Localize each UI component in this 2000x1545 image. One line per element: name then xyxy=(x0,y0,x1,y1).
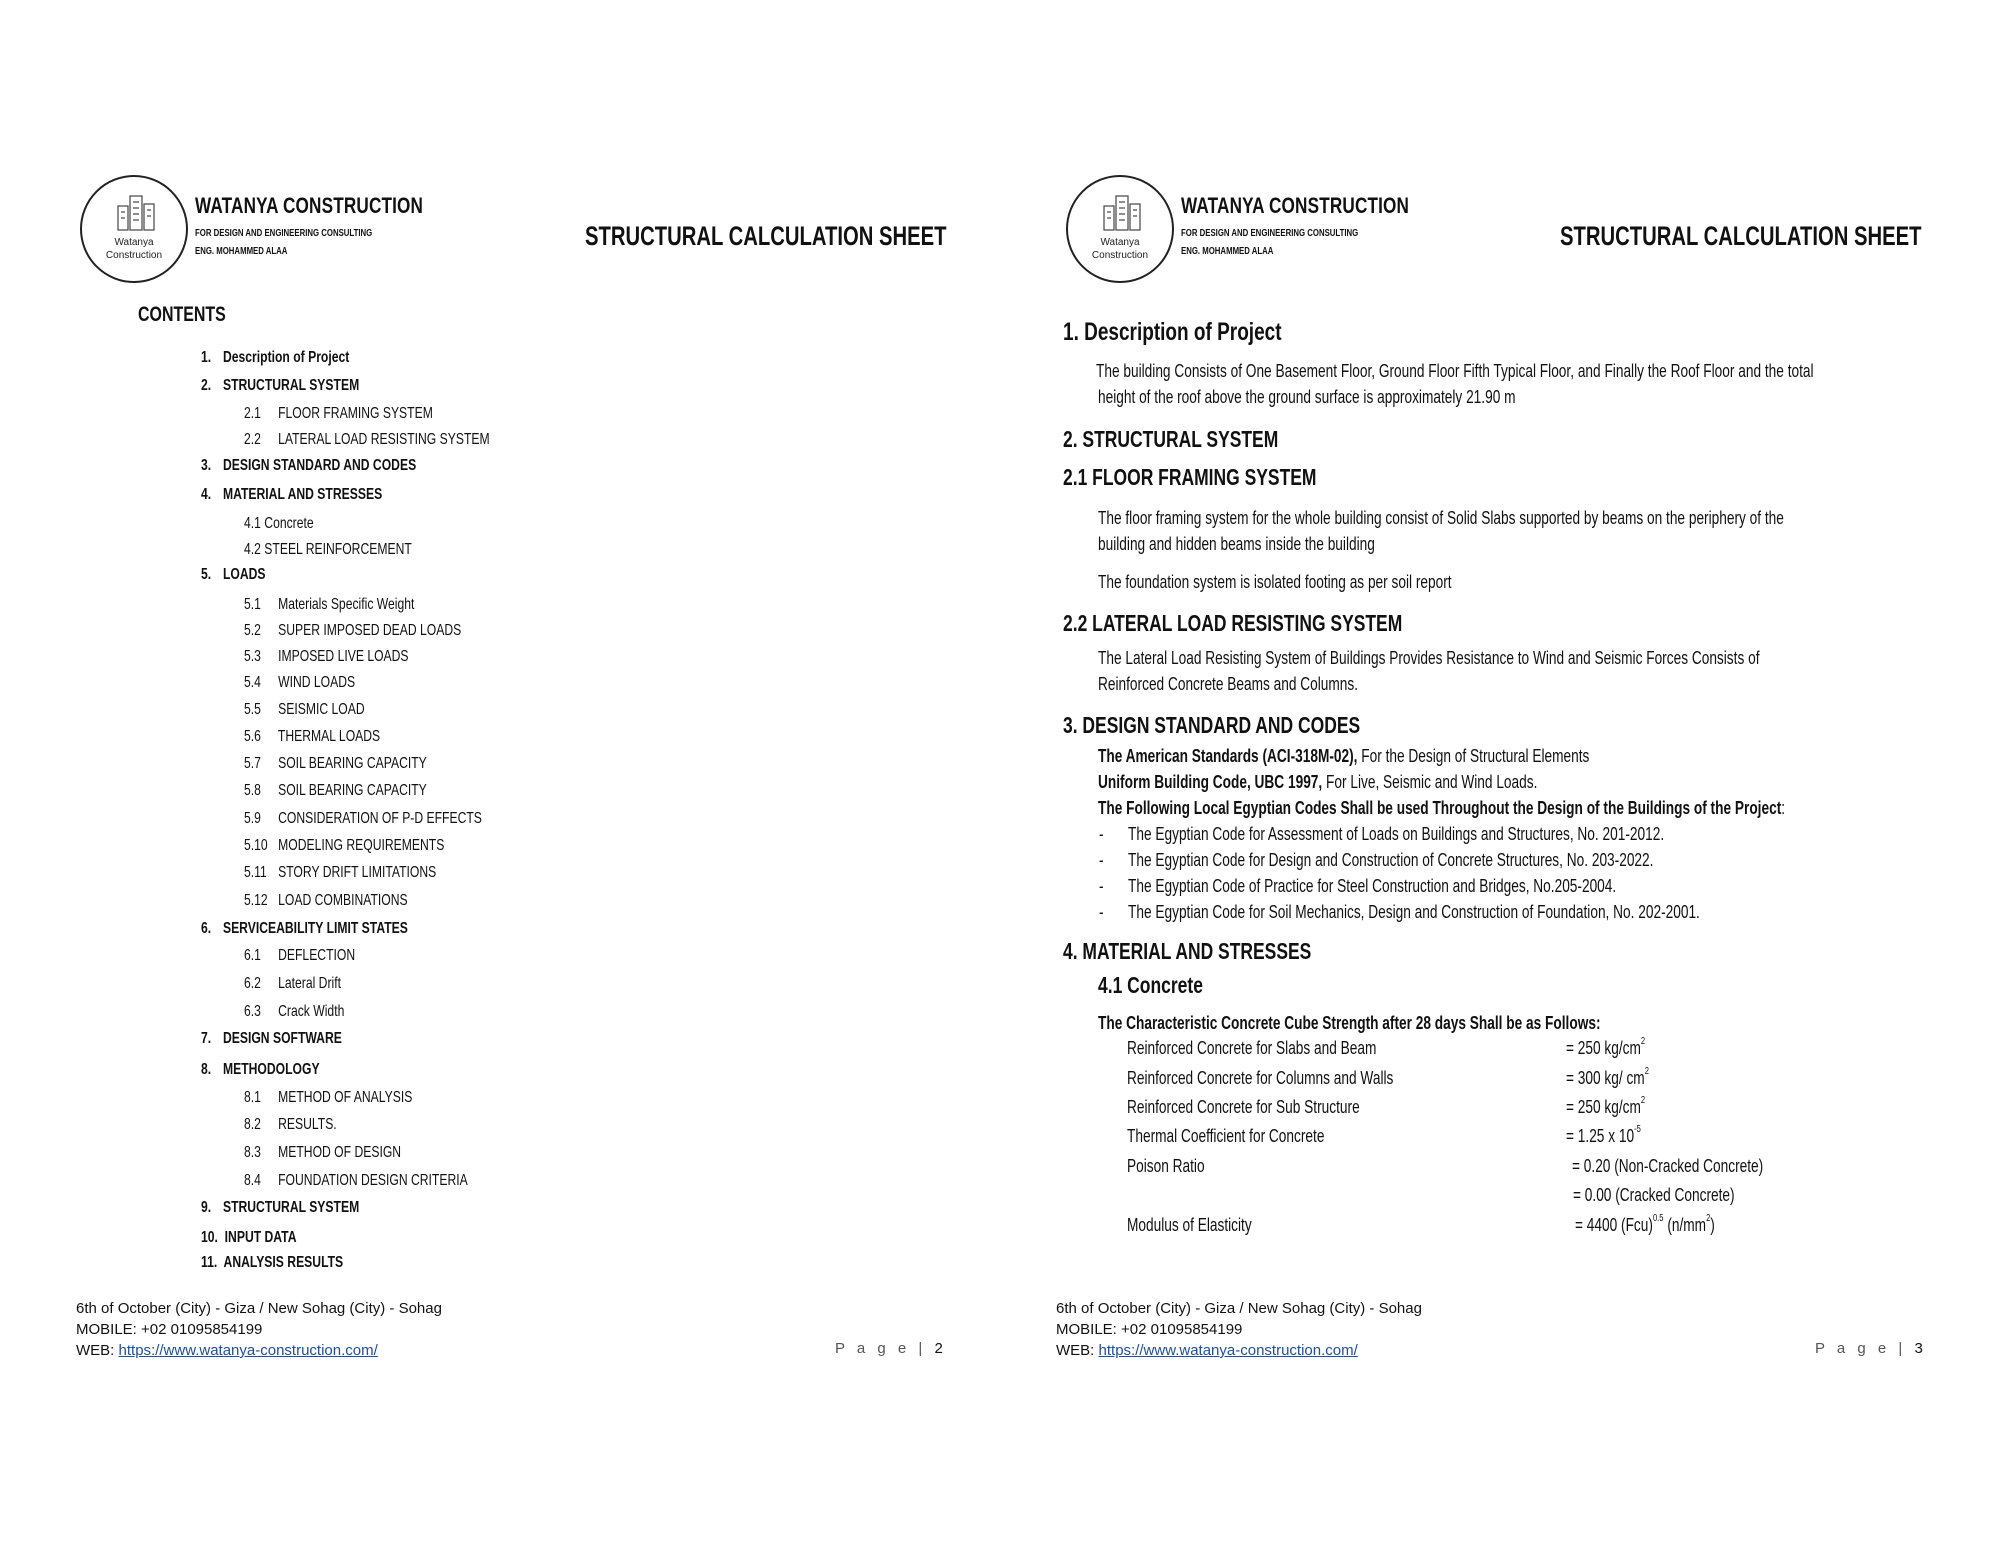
property-value xyxy=(1572,1156,1763,1177)
toc-item-label: STRUCTURAL SYSTEM xyxy=(222,377,360,394)
bullet-dash: - xyxy=(1099,902,1104,922)
property-value-value: = 1.25 x 10 xyxy=(1566,1126,1635,1146)
toc-item[interactable] xyxy=(244,1003,344,1021)
toc-item-spacer xyxy=(271,1003,278,1020)
toc-item-label: SOIL BEARING CAPACITY xyxy=(278,755,427,772)
toc-item-number: 5.8 xyxy=(244,782,261,799)
footer-address: 6th of October (City) - Giza / New Sohag (City) - Sohag xyxy=(76,1300,442,1317)
footer-address: 6th of October (City) - Giza / New Sohag (City) - Sohag xyxy=(1056,1300,1422,1317)
toc-item-number: 5.5 xyxy=(244,701,261,718)
toc-item-label: SERVICEABILITY LIMIT STATES xyxy=(222,920,408,937)
toc-item[interactable] xyxy=(244,892,408,910)
toc-item-spacer xyxy=(271,701,278,718)
toc-item[interactable] xyxy=(244,541,412,559)
footer xyxy=(76,1298,442,1361)
section-2-1-paragraph-line2: building and hidden beams inside the building xyxy=(1098,534,1375,554)
toc-item-number: 8. xyxy=(201,1061,212,1078)
toc-item-number: 5.10 xyxy=(244,837,268,854)
toc-item-number: 10. xyxy=(201,1229,218,1246)
property-value xyxy=(1575,1215,1715,1236)
toc-item[interactable] xyxy=(201,1229,296,1247)
company-name: WATANYA CONSTRUCTION xyxy=(1181,193,1410,218)
building-logo-icon xyxy=(1100,192,1144,232)
toc-item[interactable] xyxy=(201,920,408,938)
property-value-value: = 4400 (Fcu) xyxy=(1575,1215,1653,1235)
toc-item[interactable] xyxy=(244,622,461,640)
toc-item-label: Concrete xyxy=(264,515,314,532)
toc-item[interactable] xyxy=(244,648,409,666)
toc-item-label: STORY DRIFT LIMITATIONS xyxy=(278,864,437,881)
toc-item-number: 5.12 xyxy=(244,892,268,909)
toc-item-number: 8.2 xyxy=(244,1116,261,1133)
toc-item[interactable] xyxy=(201,1061,320,1079)
toc-item[interactable] xyxy=(244,701,365,719)
property-label: Thermal Coefficient for Concrete xyxy=(1127,1126,1325,1146)
toc-item-label: Description of Project xyxy=(222,349,350,366)
toc-item[interactable] xyxy=(244,515,314,533)
company-engineer: ENG. MOHAMMED ALAA xyxy=(1181,246,1274,257)
toc-item[interactable] xyxy=(244,755,427,773)
toc-item[interactable] xyxy=(201,1030,342,1048)
logo-text xyxy=(82,236,186,262)
toc-item-number: 5. xyxy=(201,566,212,583)
toc-item-spacer xyxy=(271,975,278,992)
toc-item-number: 5.1 xyxy=(244,596,261,613)
toc-item[interactable] xyxy=(244,1089,412,1107)
toc-item-number: 8.1 xyxy=(244,1089,261,1106)
company-name: WATANYA CONSTRUCTION xyxy=(195,193,424,218)
toc-item-label: STEEL REINFORCEMENT xyxy=(264,541,412,558)
standard-aci-name: The American Standards (ACI-318M-02), xyxy=(1098,746,1358,766)
section-1-paragraph-line1: The building Consists of One Basement Floor, Ground Floor Fifth Typical Floor, and Finally the Roof Floor and the total xyxy=(1096,361,1814,381)
toc-item-label: IMPOSED LIVE LOADS xyxy=(278,648,409,665)
toc-item-label: Crack Width xyxy=(278,1003,345,1020)
toc-item[interactable] xyxy=(244,947,355,965)
toc-item-label: Materials Specific Weight xyxy=(278,596,415,613)
toc-item-label: SUPER IMPOSED DEAD LOADS xyxy=(278,622,462,639)
section-2-2-title: 2.2 LATERAL LOAD RESISTING SYSTEM xyxy=(1063,610,1403,636)
property-value-value: = 0.20 (Non-Cracked Concrete) xyxy=(1572,1156,1764,1176)
company-logo xyxy=(80,175,188,283)
toc-item-number: 2.2 xyxy=(244,431,261,448)
toc-item-spacer xyxy=(216,349,223,366)
egyptian-code-item: The Egyptian Code for Assessment of Loads on Buildings and Structures, No. 201-2012. xyxy=(1128,824,1665,844)
toc-item[interactable] xyxy=(201,566,266,584)
egyptian-codes-intro-colon: : xyxy=(1781,798,1786,818)
toc-item-label: MODELING REQUIREMENTS xyxy=(278,837,445,854)
toc-item[interactable] xyxy=(201,377,359,395)
toc-item-spacer xyxy=(216,920,223,937)
toc-item-label: DESIGN SOFTWARE xyxy=(222,1030,342,1047)
toc-item-number: 6.1 xyxy=(244,947,261,964)
toc-item-number: 6.2 xyxy=(244,975,261,992)
toc-item[interactable] xyxy=(244,975,341,993)
logo-text-line2: Construction xyxy=(1091,250,1149,261)
logo-text-line1: Watanya xyxy=(1100,237,1140,248)
page-number-value: 2 xyxy=(934,1340,943,1357)
toc-item-number: 4.2 xyxy=(244,541,261,558)
toc-item-label: THERMAL LOADS xyxy=(277,728,381,745)
toc-item[interactable] xyxy=(244,1144,401,1162)
property-value-sup: 0.5 xyxy=(1652,1213,1664,1224)
toc-item-spacer xyxy=(271,596,278,613)
standard-ubc-name: Uniform Building Code, UBC 1997, xyxy=(1098,772,1323,792)
page-label: P a g e | xyxy=(1815,1340,1907,1357)
egyptian-codes-intro-bold: The Following Local Egyptian Codes Shall be used Throughout the Design of the Buildings of the Project xyxy=(1098,798,1782,818)
toc-item-number: 5.6 xyxy=(244,728,261,745)
logo-text xyxy=(1068,236,1172,262)
toc-item-number: 5.4 xyxy=(244,674,261,691)
concrete-intro: The Characteristic Concrete Cube Strength after 28 days Shall be as Follows: xyxy=(1098,1013,1601,1033)
toc-item[interactable] xyxy=(201,457,416,475)
page-number xyxy=(1815,1340,1923,1357)
egyptian-code-item: The Egyptian Code for Soil Mechanics, Design and Construction of Foundation, No. 202-2001. xyxy=(1128,902,1700,922)
standard-aci-purpose: For the Design of Structural Elements xyxy=(1357,746,1590,766)
property-value-value: = 0.00 (Cracked Concrete) xyxy=(1573,1185,1735,1205)
toc-item-label: FLOOR FRAMING SYSTEM xyxy=(278,405,433,422)
toc-item-label: CONSIDERATION OF P-D EFFECTS xyxy=(278,810,482,827)
footer xyxy=(1056,1298,1422,1361)
footer-web-label: WEB: xyxy=(1056,1342,1099,1359)
section-2-1-paragraph-line3: The foundation system is isolated footing as per soil report xyxy=(1098,572,1452,592)
toc-item-spacer xyxy=(271,947,278,964)
website-link[interactable]: https://www.watanya-construction.com/ xyxy=(118,1342,378,1359)
toc-item-label: WIND LOADS xyxy=(278,674,356,691)
section-2-2-paragraph-line2: Reinforced Concrete Beams and Columns. xyxy=(1098,674,1359,694)
toc-item-spacer xyxy=(216,1061,223,1078)
section-2-1-title: 2.1 FLOOR FRAMING SYSTEM xyxy=(1063,464,1317,490)
egyptian-codes-intro xyxy=(1098,795,1785,821)
page-number-value: 3 xyxy=(1914,1340,1923,1357)
toc-item-spacer xyxy=(271,431,278,448)
toc-item-label: MATERIAL AND STRESSES xyxy=(222,486,383,503)
property-value-value: = 300 kg/ cm xyxy=(1566,1068,1645,1088)
property-label: Reinforced Concrete for Columns and Walls xyxy=(1127,1068,1394,1088)
property-label: Poison Ratio xyxy=(1127,1156,1205,1176)
section-2-title: 2. STRUCTURAL SYSTEM xyxy=(1063,426,1279,452)
toc-item[interactable] xyxy=(201,1199,359,1217)
toc-item[interactable] xyxy=(201,1254,343,1272)
toc-item-spacer xyxy=(271,405,278,422)
property-value xyxy=(1566,1068,1649,1089)
company-engineer: ENG. MOHAMMED ALAA xyxy=(195,246,288,257)
toc-item-spacer xyxy=(216,566,223,583)
toc-item-spacer xyxy=(271,892,278,909)
toc-item-label: METHOD OF ANALYSIS xyxy=(278,1089,413,1106)
toc-item[interactable] xyxy=(244,837,444,855)
toc-item-label: INPUT DATA xyxy=(224,1229,297,1246)
toc-item[interactable] xyxy=(244,782,427,800)
toc-item-spacer xyxy=(271,1144,278,1161)
toc-item-number: 11. xyxy=(201,1254,218,1271)
toc-item-label: RESULTS. xyxy=(278,1116,337,1133)
property-value-sup: 2 xyxy=(1640,1036,1646,1047)
toc-item-label: Lateral Drift xyxy=(278,975,341,992)
property-value-value: = 250 kg/cm xyxy=(1566,1038,1641,1058)
toc-item-label: DESIGN STANDARD AND CODES xyxy=(222,457,417,474)
building-logo-icon xyxy=(114,192,158,232)
standard-aci xyxy=(1098,743,1589,769)
property-label: Reinforced Concrete for Sub Structure xyxy=(1127,1097,1360,1117)
toc-item-number: 5.11 xyxy=(244,864,267,881)
property-label: Modulus of Elasticity xyxy=(1127,1215,1252,1235)
website-link[interactable]: https://www.watanya-construction.com/ xyxy=(1098,1342,1358,1359)
toc-item-spacer xyxy=(216,486,223,503)
section-4-1-title: 4.1 Concrete xyxy=(1098,972,1203,998)
toc-item-number: 4.1 xyxy=(244,515,261,532)
toc-item-spacer xyxy=(216,1030,223,1047)
toc-item-label: DEFLECTION xyxy=(278,947,356,964)
toc-item[interactable] xyxy=(244,810,482,828)
property-value-sup2: 2 xyxy=(1706,1213,1711,1224)
toc-item-label: FOUNDATION DESIGN CRITERIA xyxy=(278,1172,468,1189)
footer-web-label: WEB: xyxy=(76,1342,119,1359)
toc-item-spacer xyxy=(216,377,223,394)
property-label: Reinforced Concrete for Slabs and Beam xyxy=(1127,1038,1377,1058)
toc-item[interactable] xyxy=(244,1116,337,1134)
property-value-after: (n/mm xyxy=(1663,1215,1707,1235)
toc-item-number: 5.2 xyxy=(244,622,261,639)
toc-item-label: SOIL BEARING CAPACITY xyxy=(278,782,427,799)
toc-item[interactable] xyxy=(201,349,349,367)
toc-item-label: LOADS xyxy=(222,566,266,583)
toc-item-number: 5.3 xyxy=(244,648,261,665)
toc-item-number: 2.1 xyxy=(244,405,261,422)
company-logo xyxy=(1066,175,1174,283)
section-2-2-paragraph-line1: The Lateral Load Resisting System of Buildings Provides Resistance to Wind and Seismic Forces Consists of xyxy=(1098,648,1760,668)
sheet-title: STRUCTURAL CALCULATION SHEET xyxy=(585,221,947,251)
toc-item-spacer xyxy=(271,648,278,665)
bullet-dash: - xyxy=(1099,824,1104,844)
toc-item-spacer xyxy=(216,457,223,474)
company-subtitle: FOR DESIGN AND ENGINEERING CONSULTING xyxy=(1181,228,1359,239)
toc-item-spacer xyxy=(271,864,278,881)
company-subtitle: FOR DESIGN AND ENGINEERING CONSULTING xyxy=(195,228,373,239)
toc-item-label: LOAD COMBINATIONS xyxy=(278,892,408,909)
toc-item[interactable] xyxy=(244,1172,468,1190)
toc-item-spacer xyxy=(216,1199,223,1216)
page-label: P a g e | xyxy=(835,1340,927,1357)
footer-web xyxy=(1056,1340,1422,1361)
toc-item-number: 4. xyxy=(201,486,212,503)
toc-item-number: 6. xyxy=(201,920,212,937)
bullet-dash: - xyxy=(1099,850,1104,870)
toc-item[interactable] xyxy=(244,728,380,746)
logo-text-line2: Construction xyxy=(105,250,163,261)
egyptian-code-item: The Egyptian Code of Practice for Steel Construction and Bridges, No.205-2004. xyxy=(1128,876,1617,896)
section-1-paragraph-line2: height of the roof above the ground surface is approximately 21.90 m xyxy=(1098,387,1516,407)
toc-item-spacer xyxy=(271,755,278,772)
toc-item-spacer xyxy=(271,1116,278,1133)
toc-item-spacer xyxy=(271,622,278,639)
section-1-title: 1. Description of Project xyxy=(1063,318,1282,346)
toc-item-number: 8.3 xyxy=(244,1144,261,1161)
property-value xyxy=(1566,1126,1641,1147)
toc-item-label: METHODOLOGY xyxy=(222,1061,320,1078)
toc-item-spacer xyxy=(271,1172,278,1189)
egyptian-code-item: The Egyptian Code for Design and Construction of Concrete Structures, No. 203-2022. xyxy=(1128,850,1654,870)
toc-item-spacer xyxy=(271,782,278,799)
standard-ubc xyxy=(1098,769,1537,795)
footer-mobile: MOBILE: +02 01095854199 xyxy=(1056,1321,1243,1338)
page-number xyxy=(835,1340,943,1357)
section-3-title: 3. DESIGN STANDARD AND CODES xyxy=(1063,712,1361,738)
footer-mobile: MOBILE: +02 01095854199 xyxy=(76,1321,263,1338)
standard-ubc-purpose: For Live, Seismic and Wind Loads. xyxy=(1322,772,1538,792)
toc-item-label: STRUCTURAL SYSTEM xyxy=(222,1199,360,1216)
toc-item[interactable] xyxy=(244,431,490,449)
toc-item-number: 8.4 xyxy=(244,1172,261,1189)
footer-web xyxy=(76,1340,442,1361)
toc-item-number: 2. xyxy=(201,377,212,394)
property-value-sup: -5 xyxy=(1634,1124,1641,1135)
sheet-title: STRUCTURAL CALCULATION SHEET xyxy=(1560,221,1922,251)
logo-text-line1: Watanya xyxy=(114,237,154,248)
toc-item[interactable] xyxy=(244,405,433,423)
toc-item-label: METHOD OF DESIGN xyxy=(278,1144,402,1161)
toc-item-spacer xyxy=(271,837,278,854)
toc-item-number: 6.3 xyxy=(244,1003,261,1020)
section-4-title: 4. MATERIAL AND STRESSES xyxy=(1063,938,1312,964)
toc-item-number: 9. xyxy=(201,1199,212,1216)
toc-item[interactable] xyxy=(201,486,382,504)
property-value xyxy=(1573,1185,1735,1206)
page-3 xyxy=(1000,0,2000,1545)
toc-item-number: 5.9 xyxy=(244,810,261,827)
property-value xyxy=(1566,1097,1645,1118)
toc-item-number: 1. xyxy=(201,349,212,366)
toc-item-spacer xyxy=(271,810,278,827)
contents-title: CONTENTS xyxy=(138,303,226,326)
toc-item-number: 5.7 xyxy=(244,755,261,772)
section-2-1-paragraph-line1: The floor framing system for the whole building consist of Solid Slabs supported by beams on the periphery of the xyxy=(1098,508,1784,528)
property-value-value: = 250 kg/cm xyxy=(1566,1097,1641,1117)
toc-item-number: 3. xyxy=(201,457,212,474)
toc-item-label: SEISMIC LOAD xyxy=(278,701,365,718)
toc-item-label: LATERAL LOAD RESISTING SYSTEM xyxy=(278,431,490,448)
toc-item-label: ANALYSIS RESULTS xyxy=(223,1254,344,1271)
toc-item[interactable] xyxy=(244,864,436,882)
property-value xyxy=(1566,1038,1645,1059)
bullet-dash: - xyxy=(1099,876,1104,896)
toc-item[interactable] xyxy=(244,674,355,692)
toc-item-number: 7. xyxy=(201,1030,212,1047)
property-value-sup: 2 xyxy=(1644,1066,1649,1077)
property-value-after2: ) xyxy=(1710,1215,1715,1235)
property-value-sup: 2 xyxy=(1640,1095,1646,1106)
toc-item-spacer xyxy=(271,674,278,691)
toc-item[interactable] xyxy=(244,596,414,614)
toc-item-spacer xyxy=(271,1089,278,1106)
